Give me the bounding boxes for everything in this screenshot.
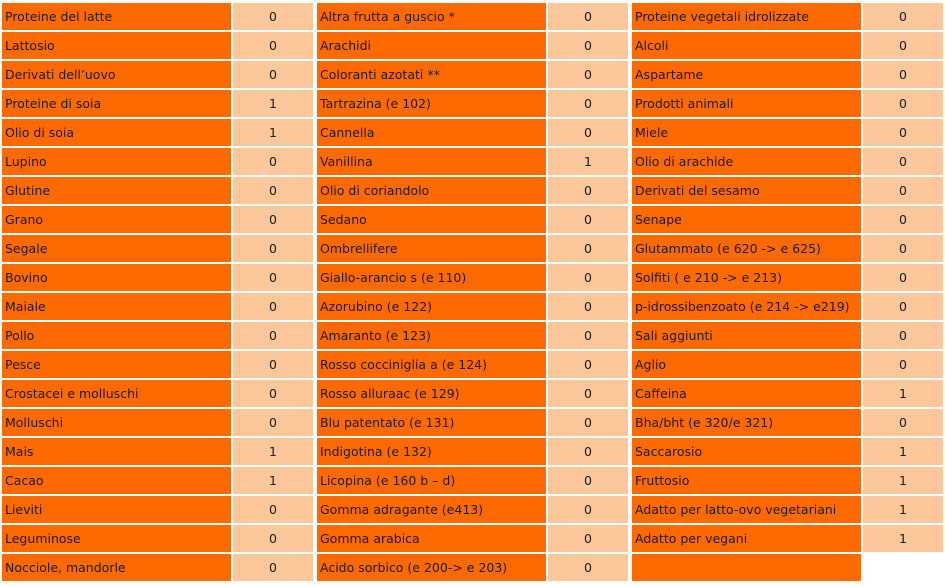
ingredient-value-cell: 1: [233, 90, 313, 117]
table-row: [2, 554, 317, 581]
table-row: [2, 438, 317, 465]
ingredient-value-cell: 0: [233, 351, 313, 378]
ingredient-name-cell: Lattosio: [2, 32, 231, 59]
table-row: [2, 32, 317, 59]
ingredient-name-cell: Fruttosio: [632, 467, 861, 494]
table-row: [632, 206, 943, 233]
table-row: [317, 496, 632, 523]
ingredient-value-cell: 0: [548, 32, 628, 59]
table-row: [317, 438, 632, 465]
ingredient-name-cell: Segale: [2, 235, 231, 262]
ingredient-name-cell: Gomma arabica: [317, 525, 546, 552]
table-row: [317, 119, 632, 146]
table-row: [2, 525, 317, 552]
ingredient-value-cell: 1: [548, 148, 628, 175]
ingredient-name-cell: Pollo: [2, 322, 231, 349]
ingredient-value-cell: 0: [233, 380, 313, 407]
ingredient-name-cell: Giallo-arancio s (e 110): [317, 264, 546, 291]
table-row: [2, 467, 317, 494]
ingredient-name-cell: Azorubino (e 122): [317, 293, 546, 320]
table-row: [2, 90, 317, 117]
table-row: [317, 264, 632, 291]
table-row: [317, 3, 632, 30]
table-row: [2, 409, 317, 436]
ingredient-name-cell: Alcoli: [632, 32, 861, 59]
ingredient-name-cell: Crostacei e molluschi: [2, 380, 231, 407]
table-row: [2, 351, 317, 378]
ingredient-name-cell: Ombrellifere: [317, 235, 546, 262]
ingredient-name-cell: Lieviti: [2, 496, 231, 523]
table-column-1: [2, 3, 317, 583]
ingredient-name-cell: Bha/bht (e 320/e 321): [632, 409, 861, 436]
ingredient-name-cell: Caffeina: [632, 380, 861, 407]
table-row: [2, 264, 317, 291]
ingredient-value-cell: 0: [233, 61, 313, 88]
ingredient-name-cell: Solfiti ( e 210 -> e 213): [632, 264, 861, 291]
ingredient-value-cell: 0: [548, 351, 628, 378]
ingredient-name-cell: Derivati del sesamo: [632, 177, 861, 204]
table-row: [632, 293, 943, 320]
ingredient-value-cell: 0: [863, 177, 943, 204]
table-row: [317, 409, 632, 436]
ingredient-name-cell: Proteine di soia: [2, 90, 231, 117]
ingredient-name-cell: Senape: [632, 206, 861, 233]
ingredient-value-cell: 1: [863, 496, 943, 523]
ingredient-value-cell: 0: [233, 322, 313, 349]
ingredient-value-cell: 0: [233, 264, 313, 291]
ingredient-value-cell: 0: [863, 90, 943, 117]
ingredient-value-cell: 0: [548, 264, 628, 291]
ingredient-value-cell: 1: [863, 380, 943, 407]
ingredient-name-cell: Indigotina (e 132): [317, 438, 546, 465]
table-row: [632, 409, 943, 436]
ingredient-value-cell: 0: [233, 293, 313, 320]
ingredient-name-cell: Grano: [2, 206, 231, 233]
ingredient-value-cell: 1: [233, 119, 313, 146]
ingredient-value-cell: 0: [548, 293, 628, 320]
table-row: [632, 554, 943, 581]
table-row: [317, 467, 632, 494]
ingredient-value-cell: 0: [548, 380, 628, 407]
ingredient-name-cell: Molluschi: [2, 409, 231, 436]
ingredient-value-cell: 0: [863, 32, 943, 59]
table-row: [632, 496, 943, 523]
ingredient-name-cell: Pesce: [2, 351, 231, 378]
table-column-3: [632, 3, 943, 583]
table-column-2: [317, 3, 632, 583]
table-row: [2, 322, 317, 349]
ingredient-name-cell: Aspartame: [632, 61, 861, 88]
table-row: [632, 264, 943, 291]
ingredient-value-cell: 0: [233, 235, 313, 262]
ingredient-value-cell: 0: [863, 293, 943, 320]
ingredient-value-cell: 0: [863, 148, 943, 175]
ingredient-name-cell: Coloranti azotati **: [317, 61, 546, 88]
table-row: [317, 351, 632, 378]
ingredient-value-cell: 1: [863, 438, 943, 465]
table-row: [2, 235, 317, 262]
table-row: [317, 322, 632, 349]
ingredient-name-cell: Proteine del latte: [2, 3, 231, 30]
ingredient-name-cell: Altra frutta a guscio *: [317, 3, 546, 30]
ingredient-name-cell: Glutammato (e 620 -> e 625): [632, 235, 861, 262]
ingredient-name-cell: Arachidi: [317, 32, 546, 59]
ingredient-name-cell: [632, 554, 861, 581]
ingredient-value-cell: 1: [863, 467, 943, 494]
ingredient-name-cell: Miele: [632, 119, 861, 146]
ingredient-name-cell: Sali aggiunti: [632, 322, 861, 349]
ingredient-value-cell: 0: [548, 322, 628, 349]
table-row: [317, 235, 632, 262]
ingredient-name-cell: Cannella: [317, 119, 546, 146]
table-row: [2, 177, 317, 204]
ingredient-value-cell: 0: [863, 409, 943, 436]
table-row: [2, 119, 317, 146]
ingredient-name-cell: Olio di arachide: [632, 148, 861, 175]
ingredient-value-cell: 0: [548, 467, 628, 494]
ingredient-name-cell: Cacao: [2, 467, 231, 494]
table-row: [317, 380, 632, 407]
table-row: [2, 496, 317, 523]
ingredient-value-cell: 0: [863, 264, 943, 291]
ingredient-name-cell: Nocciole, mandorle: [2, 554, 231, 581]
ingredient-name-cell: Proteine vegetali idrolizzate: [632, 3, 861, 30]
ingredient-name-cell: Glutine: [2, 177, 231, 204]
table-row: [317, 61, 632, 88]
table-row: [632, 351, 943, 378]
ingredient-value-cell: 0: [548, 177, 628, 204]
ingredient-name-cell: Derivati dell’uovo: [2, 61, 231, 88]
ingredient-name-cell: Mais: [2, 438, 231, 465]
ingredient-value-cell: 0: [863, 351, 943, 378]
ingredient-name-cell: Bovino: [2, 264, 231, 291]
ingredient-value-cell: 0: [233, 554, 313, 581]
ingredient-value-cell: 0: [233, 409, 313, 436]
ingredient-value-cell: 0: [548, 525, 628, 552]
ingredient-name-cell: Leguminose: [2, 525, 231, 552]
ingredient-name-cell: Adatto per vegani: [632, 525, 861, 552]
ingredient-value-cell: 0: [548, 438, 628, 465]
table-row: [632, 148, 943, 175]
table-row: [317, 32, 632, 59]
ingredient-name-cell: Licopina (e 160 b – d): [317, 467, 546, 494]
table-row: [2, 148, 317, 175]
table-row: [2, 293, 317, 320]
ingredient-value-cell: 1: [233, 438, 313, 465]
ingredient-name-cell: Tartrazina (e 102): [317, 90, 546, 117]
ingredient-name-cell: Lupino: [2, 148, 231, 175]
ingredient-value-cell: 0: [233, 525, 313, 552]
table-row: [632, 438, 943, 465]
ingredient-value-cell: 0: [863, 206, 943, 233]
ingredient-name-cell: Rosso alluraac (e 129): [317, 380, 546, 407]
table-row: [317, 148, 632, 175]
ingredient-name-cell: Maiale: [2, 293, 231, 320]
ingredient-name-cell: Adatto per latto-ovo vegetariani: [632, 496, 861, 523]
table-row: [632, 3, 943, 30]
table-row: [632, 380, 943, 407]
ingredient-name-cell: Amaranto (e 123): [317, 322, 546, 349]
ingredient-name-cell: Gomma adragante (e413): [317, 496, 546, 523]
table-row: [317, 177, 632, 204]
ingredient-name-cell: Olio di soia: [2, 119, 231, 146]
ingredient-name-cell: Blu patentato (e 131): [317, 409, 546, 436]
ingredient-value-cell: 0: [548, 554, 628, 581]
table-row: [632, 32, 943, 59]
table-row: [632, 235, 943, 262]
table-row: [2, 380, 317, 407]
ingredient-value-cell: 0: [233, 206, 313, 233]
ingredient-value-cell: 0: [548, 3, 628, 30]
ingredient-name-cell: Prodotti animali: [632, 90, 861, 117]
ingredient-value-cell: 0: [233, 3, 313, 30]
ingredient-name-cell: Sedano: [317, 206, 546, 233]
ingredient-value-cell: 0: [233, 496, 313, 523]
ingredient-name-cell: Vanillina: [317, 148, 546, 175]
ingredient-name-cell: Acido sorbico (e 200-> e 203): [317, 554, 546, 581]
ingredient-value-cell: 0: [863, 119, 943, 146]
table-row: [632, 525, 943, 552]
ingredient-value-cell: 0: [548, 496, 628, 523]
ingredient-value-cell: 0: [548, 90, 628, 117]
table-row: [632, 90, 943, 117]
ingredient-value-cell: 1: [233, 467, 313, 494]
table-row: [632, 322, 943, 349]
table-row: [2, 61, 317, 88]
ingredient-value-cell: 0: [863, 3, 943, 30]
table-row: [317, 206, 632, 233]
table-row: [317, 293, 632, 320]
ingredient-value-cell: 0: [548, 235, 628, 262]
table-row: [632, 61, 943, 88]
ingredient-value-cell: [863, 554, 943, 581]
ingredient-value-cell: 0: [548, 61, 628, 88]
ingredient-value-cell: 0: [548, 119, 628, 146]
ingredient-value-cell: 0: [863, 61, 943, 88]
ingredient-value-cell: 0: [548, 409, 628, 436]
ingredient-name-cell: Olio di coriandolo: [317, 177, 546, 204]
table-row: [317, 90, 632, 117]
table-row: [317, 554, 632, 581]
ingredient-value-cell: 0: [233, 148, 313, 175]
ingredient-name-cell: p-idrossibenzoato (e 214 -> e219): [632, 293, 861, 320]
table-row: [632, 467, 943, 494]
ingredient-value-cell: 0: [548, 206, 628, 233]
ingredient-name-cell: Aglio: [632, 351, 861, 378]
ingredient-value-cell: 0: [233, 177, 313, 204]
table-row: [632, 177, 943, 204]
ingredient-value-cell: 0: [233, 32, 313, 59]
table-row: [2, 3, 317, 30]
allergen-table: [2, 3, 943, 583]
ingredient-value-cell: 1: [863, 525, 943, 552]
table-row: [632, 119, 943, 146]
ingredient-value-cell: 0: [863, 322, 943, 349]
ingredient-value-cell: 0: [863, 235, 943, 262]
table-row: [2, 206, 317, 233]
ingredient-name-cell: Saccarosio: [632, 438, 861, 465]
ingredient-name-cell: Rosso cocciniglia a (e 124): [317, 351, 546, 378]
table-row: [317, 525, 632, 552]
